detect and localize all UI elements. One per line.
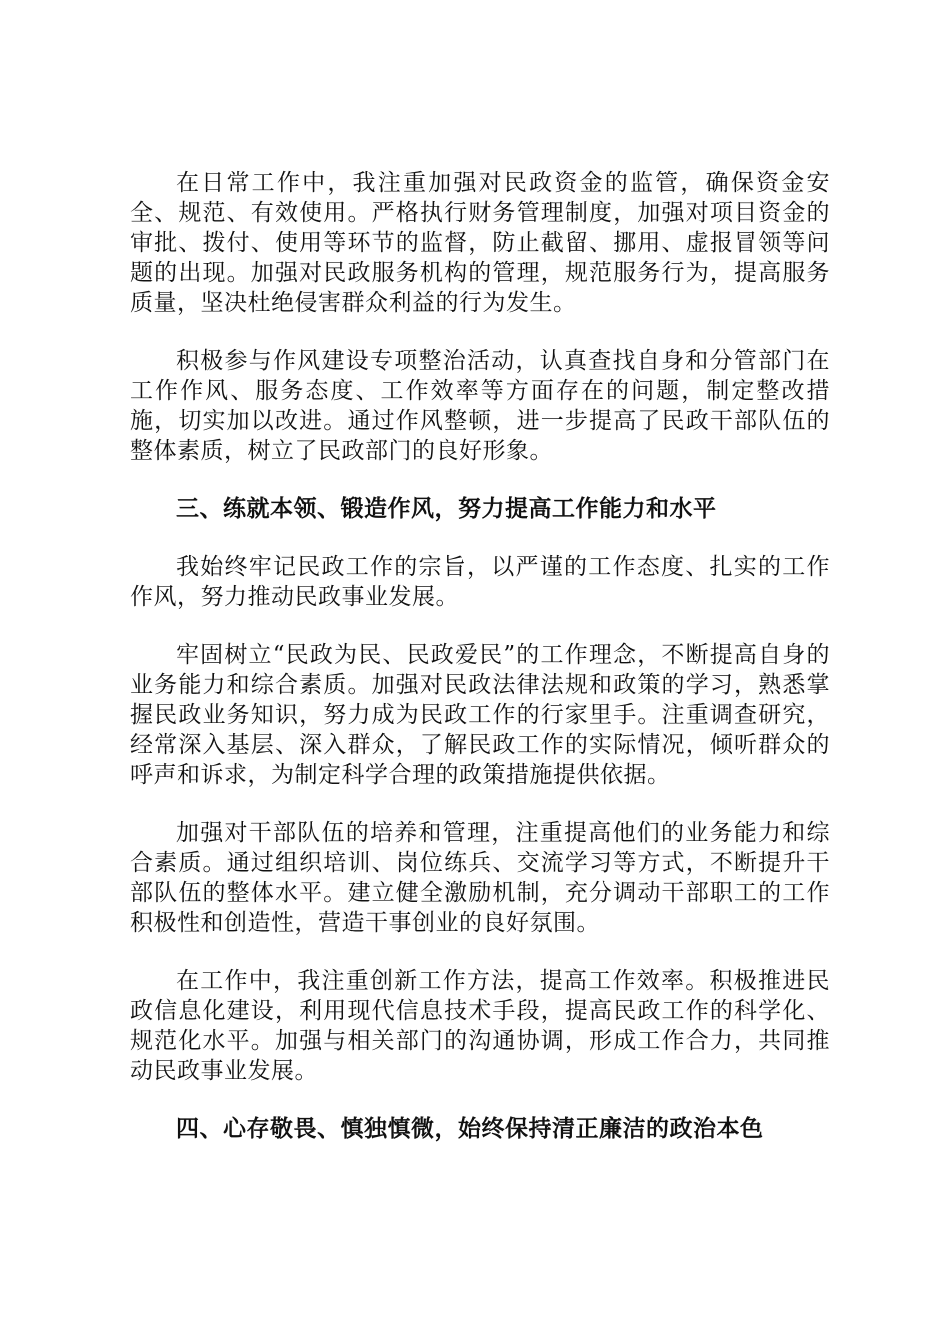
body-paragraph: 在日常工作中，我注重加强对民政资金的监管，确保资金安全、规范、有效使用。严格执行财务管理制度，加强对项目资金的审批、拨付、使用等环节的监督，防止截留、挪用、虚报冒领等问题的出现。加强对民政服务机构的管理，规范服务行为，提高服务质量，坚决杜绝侵害群众利益的行为发生。 <box>130 170 830 316</box>
section-heading: 三、练就本领、锻造作风，努力提高工作能力和水平 <box>176 496 717 522</box>
document-page <box>130 168 830 1172</box>
body-paragraph: 加强对干部队伍的培养和管理，注重提高他们的业务能力和综合素质。通过组织培训、岗位练兵、交流学习等方式，不断提升干部队伍的整体水平。建立健全激励机制，充分调动干部职工的工作积极性和创造性，营造干事创业的良好氛围。 <box>130 820 830 936</box>
body-paragraph: 我始终牢记民政工作的宗旨，以严谨的工作态度、扎实的工作作风，努力推动民政事业发展。 <box>130 554 830 610</box>
body-paragraph: 在工作中，我注重创新工作方法，提高工作效率。积极推进民政信息化建设，利用现代信息技术手段，提高民政工作的科学化、规范化水平。加强与相关部门的沟通协调，形成工作合力，共同推动民政事业发展。 <box>130 968 830 1084</box>
body-paragraph: 牢固树立“民政为民、民政爱民”的工作理念，不断提高自身的业务能力和综合素质。加强对民政法律法规和政策的学习，熟悉掌握民政业务知识，努力成为民政工作的行家里手。注重调查研究，经常深入基层、深入群众，了解民政工作的实际情况，倾听群众的呼声和诉求，为制定科学合理的政策措施提供依据。 <box>130 642 830 788</box>
body-paragraph: 积极参与作风建设专项整治活动，认真查找自身和分管部门在工作作风、服务态度、工作效率等方面存在的问题，制定整改措施，切实加以改进。通过作风整顿，进一步提高了民政干部队伍的整体素质，树立了民政部门的良好形象。 <box>130 348 830 464</box>
section-heading: 四、心存敬畏、慎独慎微，始终保持清正廉洁的政治本色 <box>176 1116 764 1142</box>
